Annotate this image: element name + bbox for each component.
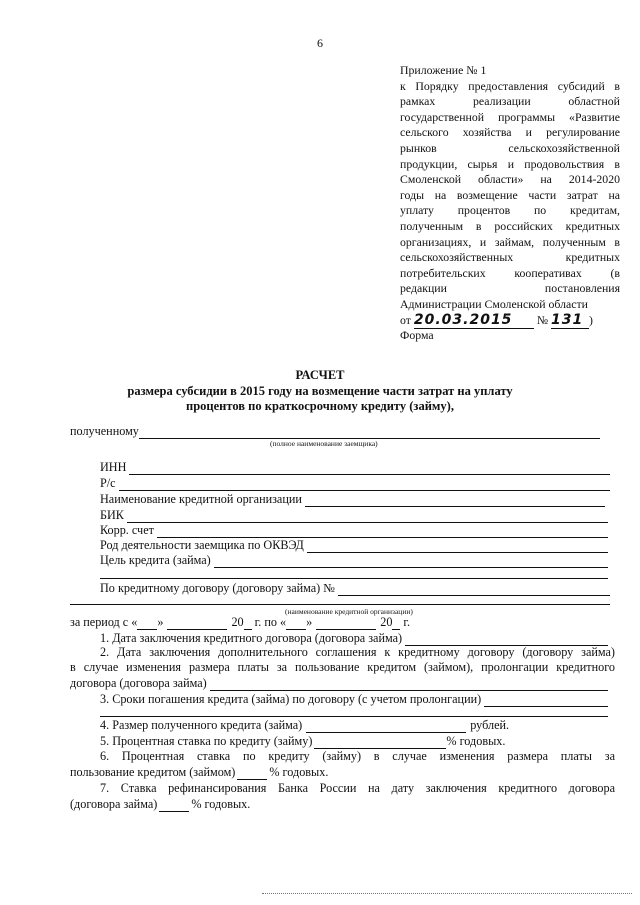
org-caption: (наименование кредитной организации) <box>285 607 413 616</box>
item-6-line-1: 6. Процентная ставка по кредиту (займу) в случае изменения размера платы за <box>100 749 615 763</box>
handwritten-date: 20.03.2015 <box>414 313 534 330</box>
item-label: 1. Дата заключения кредитного договора (договора займа) <box>100 631 403 645</box>
field-row <box>100 475 610 491</box>
appendix-line: годы на возмещение части затрат на <box>400 187 620 202</box>
field-row <box>100 552 608 568</box>
borrower-caption: (полное наименование заемщика) <box>270 439 378 448</box>
purpose-continuation-line[interactable] <box>100 578 608 579</box>
appendix-line: Администрации Смоленской области <box>400 296 588 311</box>
scan-edge-line <box>262 893 632 894</box>
appendix-line: к Порядку предоставления субсидий в <box>400 78 620 93</box>
item-row <box>70 796 250 812</box>
item-unit: % годовых. <box>446 734 506 748</box>
appendix-date-line <box>400 313 620 329</box>
field-label: Наименование кредитной организации <box>100 492 302 506</box>
agreement-number-field[interactable] <box>338 584 610 596</box>
field-label: ИНН <box>100 460 127 474</box>
page-number: 6 <box>317 36 323 50</box>
item-row <box>100 691 608 707</box>
credit-purpose-field[interactable] <box>214 556 608 568</box>
loan-amount-field[interactable] <box>306 721 466 733</box>
appendix-line: полученным в российских кредитных <box>400 218 620 233</box>
appendix-line: Смоленской области» на 2014-2020 <box>400 172 620 187</box>
credit-org-field[interactable] <box>305 495 605 507</box>
appendix-line: сельского хозяйства и регулирование <box>400 125 620 140</box>
field-row <box>100 491 605 507</box>
repayment-terms-field[interactable] <box>484 695 608 707</box>
field-label: Р/с <box>100 476 116 490</box>
period-text: 20 <box>380 615 393 629</box>
agreement-row <box>100 580 610 596</box>
doc-subtitle-2: процентов по краткосрочному кредиту (займу), <box>186 399 454 413</box>
appendix-line: сельскохозяйственных кредитных <box>400 250 620 265</box>
received-row <box>70 423 600 439</box>
interest-rate-field[interactable] <box>314 737 446 749</box>
item-unit: рублей. <box>470 718 510 732</box>
appendix-line: рамках реализации областной <box>400 94 620 109</box>
field-row <box>100 537 608 553</box>
period-start-month[interactable] <box>167 618 227 630</box>
borrower-name-field[interactable] <box>139 427 600 439</box>
period-row <box>70 614 410 630</box>
date-prefix: от <box>400 312 411 327</box>
field-row <box>100 507 608 523</box>
period-start-year[interactable] <box>244 618 252 630</box>
field-label: Род деятельности заемщика по ОКВЭД <box>100 538 304 552</box>
item-label: 4. Размер полученного кредита (займа) <box>100 718 303 732</box>
appendix-header: Приложение № 1 <box>400 63 487 77</box>
account-field[interactable] <box>119 479 610 491</box>
item-2-line-1: 2. Дата заключения дополнительного соглашения к кредитному договору (договору займа) <box>100 645 615 659</box>
appendix-line: редакции постановления <box>400 281 620 296</box>
item-label: договора (договора займа) <box>70 676 207 690</box>
period-text: » <box>157 615 164 629</box>
credit-org-name-line[interactable] <box>70 604 610 605</box>
item-unit: % годовых. <box>269 765 329 779</box>
doc-subtitle: размера субсидии в 2015 году на возмещение части затрат на уплату <box>127 384 513 398</box>
refinancing-rate-field[interactable] <box>159 800 189 812</box>
item-row <box>100 717 509 733</box>
field-label: БИК <box>100 508 124 522</box>
item-unit: % годовых. <box>191 797 251 811</box>
item-label: 3. Сроки погашения кредита (займа) по договору (с учетом пролонгации) <box>100 692 482 706</box>
appendix-line: рынков сельскохозяйственной <box>400 140 620 155</box>
period-text: г. по « <box>254 615 287 629</box>
appendix-line: потребительских кооперативах (в <box>400 265 620 280</box>
inn-field[interactable] <box>129 463 610 475</box>
period-text: г. <box>403 615 411 629</box>
agreement-label: По кредитному договору (договору займа) № <box>100 581 335 595</box>
item-row <box>100 733 505 749</box>
form-label: Форма <box>400 328 434 343</box>
field-label: Цель кредита (займа) <box>100 553 211 567</box>
item-row <box>70 675 608 691</box>
changed-rate-field[interactable] <box>237 768 267 780</box>
received-label: полученному <box>70 424 139 438</box>
appendix-line: продукции, сырья и продовольствия в <box>400 156 620 171</box>
item-label: (договора займа) <box>70 797 158 811</box>
item-7-line-1: 7. Ставка рефинансирования Банка России на дату заключения кредитного договора <box>100 781 615 795</box>
field-row <box>100 522 608 538</box>
item-2-line-2: в случае изменения размера платы за пользование кредитом (займом), пролонгации кредитного <box>70 660 615 674</box>
period-end-month[interactable] <box>316 618 376 630</box>
item-row <box>70 764 328 780</box>
appendix-line: государственной программы «Развитие <box>400 109 620 124</box>
item-label: пользование кредитом (займом) <box>70 765 236 779</box>
field-row <box>100 459 610 475</box>
number-prefix: № <box>536 312 549 327</box>
appendix-line: организациях, и займам, полученным в <box>400 234 620 249</box>
field-label: Корр. счет <box>100 523 154 537</box>
period-start-day[interactable] <box>137 618 157 630</box>
period-end-day[interactable] <box>286 618 306 630</box>
number-suffix: ) <box>589 312 593 327</box>
addendum-date-field[interactable] <box>210 679 608 691</box>
period-text: 20 <box>231 615 244 629</box>
appendix-line: уплату процентов по кредитам, <box>400 203 620 218</box>
item-label: 5. Процентная ставка по кредиту (займу) <box>100 734 313 748</box>
handwritten-number: 131 <box>551 313 589 330</box>
appendix-block <box>400 63 620 344</box>
doc-title: РАСЧЕТ <box>295 368 345 382</box>
item-row <box>100 630 608 646</box>
period-text: » <box>306 615 313 629</box>
period-text: за период с « <box>70 615 138 629</box>
period-end-year[interactable] <box>392 618 400 630</box>
